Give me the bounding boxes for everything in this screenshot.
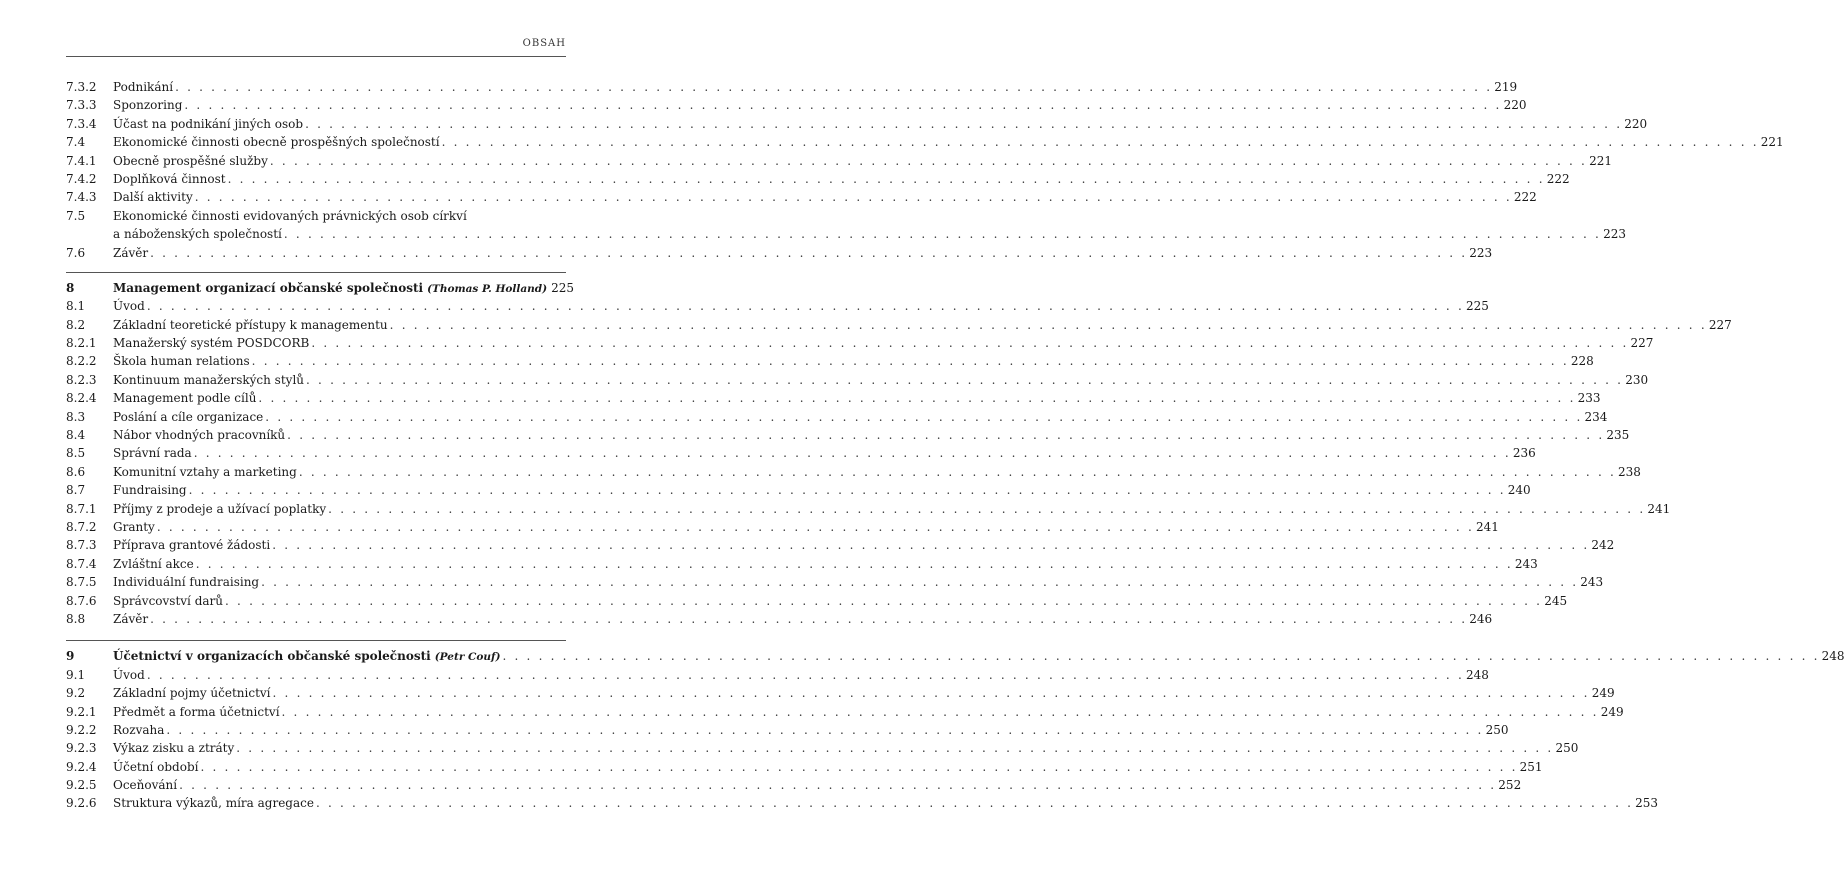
leader-dots	[270, 152, 1587, 170]
toc-entry-number: 7.6	[66, 245, 86, 260]
toc-entry-page: 246	[1469, 611, 1493, 626]
toc-entry-page: 228	[1570, 354, 1594, 369]
toc-entry	[66, 170, 1570, 188]
leader-dots	[442, 133, 1759, 151]
leader-dots	[261, 573, 1578, 591]
toc-chapter-heading	[66, 279, 575, 297]
chapter-divider	[66, 272, 566, 273]
toc-entry-title: Zvláštní akce	[113, 556, 194, 571]
toc-entry	[66, 536, 1615, 554]
toc-entry-title: Obecně prospěšné služby	[113, 153, 268, 168]
toc-entry-title: Úvod	[113, 299, 145, 314]
toc-entry-number: 9.2.3	[66, 741, 97, 756]
leader-dots	[273, 684, 1590, 702]
leader-dots	[236, 739, 1553, 757]
toc-entry-number: 9.2.6	[66, 796, 97, 811]
leader-dots	[147, 666, 1464, 684]
leader-dots	[157, 518, 1474, 536]
toc-entry-title: Správní rada	[113, 446, 192, 461]
toc-entry-number: 8.2.1	[66, 336, 97, 351]
toc-entry-title: Ekonomické činnosti obecně prospěšných společností	[113, 135, 440, 150]
toc-entry-page: 249	[1600, 704, 1624, 719]
toc-entry-title-cont: a náboženských společností	[113, 227, 282, 242]
leader-dots	[502, 647, 1819, 665]
toc-entry	[66, 721, 1509, 739]
chapter-number: 8	[66, 280, 75, 295]
toc-entry-title: Účetní období	[113, 759, 199, 774]
toc-entry	[66, 739, 1579, 757]
toc-entry-number: 8.7.5	[66, 575, 97, 590]
leader-dots	[150, 610, 1467, 628]
toc-entry-page: 238	[1618, 464, 1641, 479]
leader-dots	[316, 794, 1633, 812]
toc-entry-number: 8.2.3	[66, 372, 97, 387]
toc-entry-page: 241	[1647, 501, 1671, 516]
toc-entry	[66, 555, 1538, 573]
toc-entry-title: Závěr	[113, 245, 149, 260]
toc-entry-title: Struktura výkazů, míra agregace	[113, 796, 314, 811]
toc-entry-number: 8.7.6	[66, 593, 97, 608]
chapter-author: (Petr Couf)	[434, 651, 501, 664]
leader-dots	[147, 297, 1464, 315]
toc-entry	[66, 776, 1522, 794]
toc-entry-page: 220	[1503, 98, 1527, 113]
toc-entry-title: Podnikání	[113, 80, 174, 94]
leader-dots	[282, 703, 1599, 721]
toc-entry-title: Správcovství darů	[113, 593, 224, 608]
toc-entry-title: Základní teoretické přístupy k managementu	[113, 317, 388, 332]
toc-entry-number: 8.3	[66, 409, 86, 424]
toc-entry	[66, 408, 1608, 426]
toc-entry-title: Sponzoring	[113, 98, 183, 113]
toc-entry-page: 240	[1507, 483, 1531, 498]
toc-entry	[66, 115, 1648, 133]
toc-entry-page: 230	[1625, 372, 1649, 387]
toc-entry-title: Účast na podnikání jiných osob	[113, 116, 304, 131]
toc-entry	[66, 389, 1601, 407]
chapter-author: (Thomas P. Holland)	[427, 282, 548, 295]
toc-entry-number: 9.2.4	[66, 759, 97, 774]
toc-entry-page: 223	[1603, 227, 1626, 242]
leader-dots	[195, 188, 1512, 206]
toc-entry	[66, 610, 1493, 628]
leader-dots	[287, 426, 1604, 444]
toc-entry	[66, 758, 1543, 776]
toc-entry-number: 8.7.3	[66, 538, 97, 553]
leader-dots	[284, 225, 1601, 243]
toc-entry-page: 234	[1584, 409, 1608, 424]
toc-entry-page: 221	[1760, 135, 1784, 150]
toc-entry-title: Závěr	[113, 611, 149, 626]
toc-entry-number: 9.2.5	[66, 778, 97, 793]
toc-entry	[66, 96, 1527, 114]
toc-entry-number: 7.3.2	[66, 80, 97, 94]
toc-entry-page: 236	[1512, 446, 1536, 461]
leader-dots	[328, 500, 1645, 518]
toc-entry-title: Příprava grantové žádosti	[113, 538, 271, 553]
toc-entry-number: 9.2.2	[66, 722, 97, 737]
toc-entry-page: 222	[1546, 171, 1570, 186]
toc-entry-page: 250	[1555, 741, 1579, 756]
toc-entry-number: 7.5	[66, 208, 86, 223]
chapter-page: 225	[551, 280, 575, 295]
toc-entry-number: 7.4.3	[66, 190, 97, 205]
toc-entry-number: 7.4.2	[66, 171, 97, 186]
toc-entry	[66, 133, 1784, 151]
leader-dots	[305, 115, 1622, 133]
toc-entry-page: 242	[1591, 538, 1615, 553]
chapter-title: Účetnictví v organizacích občanské společnosti	[113, 649, 431, 664]
toc-entry-page: 252	[1498, 778, 1522, 793]
leader-dots	[306, 371, 1623, 389]
toc-entry	[66, 481, 1531, 499]
toc-chapter-heading	[66, 647, 1845, 665]
toc-entry-number: 8.8	[66, 611, 86, 626]
chapter-number: 9	[66, 649, 75, 664]
toc-entry-page: 241	[1475, 520, 1499, 534]
toc-entry-page: 219	[1494, 80, 1518, 94]
toc-block-chapter7	[66, 78, 1784, 207]
toc-entry-title: Základní pojmy účetnictví	[113, 686, 271, 701]
toc-entry	[66, 244, 1493, 262]
toc-entry-number: 8.6	[66, 464, 86, 479]
toc-entry-number: 8.7.1	[66, 501, 97, 516]
leader-dots	[175, 78, 1492, 96]
chapter-title: Management organizací občanské společnosti	[113, 280, 424, 295]
toc-entry-title: Komunitní vztahy a marketing	[113, 464, 297, 479]
toc-entry-number: 9.2.1	[66, 704, 97, 719]
toc-entry-page: 249	[1591, 686, 1615, 701]
toc-entry	[66, 334, 1654, 352]
toc-entry-number: 8.2.4	[66, 391, 97, 406]
toc-entry-page: 225	[1465, 299, 1489, 314]
toc-entry-title: Příjmy z prodeje a užívací poplatky	[113, 501, 327, 516]
toc-entry-number: 8.4	[66, 428, 86, 443]
toc-entry	[66, 666, 1489, 684]
toc-entry-title: Úvod	[113, 667, 145, 682]
leader-dots	[299, 463, 1616, 481]
toc-entry-title: Rozvaha	[113, 722, 165, 737]
toc-entry-number: 7.3.4	[66, 116, 97, 131]
toc-entry-title: Výkaz zisku a ztráty	[113, 741, 235, 756]
toc-entry	[66, 152, 1612, 170]
leader-dots	[196, 555, 1513, 573]
toc-entry-page: 233	[1577, 391, 1601, 406]
toc-entry-title: Fundraising	[113, 483, 187, 498]
leader-dots	[189, 481, 1506, 499]
leader-dots	[200, 758, 1517, 776]
leader-dots	[228, 170, 1545, 188]
toc-entry	[66, 352, 1594, 370]
toc-entry	[66, 703, 1624, 721]
toc-entry-page: 245	[1544, 593, 1568, 608]
toc-entry	[66, 500, 1671, 518]
toc-entry-number: 8.5	[66, 446, 86, 461]
leader-dots	[390, 316, 1707, 334]
toc-entry	[66, 78, 1518, 96]
toc-entry-page: 253	[1635, 796, 1659, 811]
toc-block-chapter9	[66, 666, 1659, 813]
toc-entry-title: Management podle cílů	[113, 391, 257, 406]
page-header	[66, 36, 566, 57]
leader-dots	[179, 776, 1496, 794]
leader-dots	[272, 536, 1589, 554]
toc-entry-page: 221	[1589, 153, 1612, 168]
toc-entry-page: 243	[1580, 575, 1604, 590]
chapter-divider	[66, 640, 566, 641]
running-head: OBSAH	[522, 38, 566, 49]
toc-entry-title: Škola human relations	[113, 354, 250, 369]
toc-entry-number: 9.1	[66, 667, 86, 682]
toc-block-chapter8	[66, 297, 1732, 628]
leader-dots	[150, 244, 1467, 262]
toc-entry-number: 8.1	[66, 299, 86, 314]
leader-dots	[184, 96, 1501, 114]
leader-dots	[225, 592, 1542, 610]
leader-dots	[258, 389, 1575, 407]
toc-entry-page: 222	[1513, 190, 1537, 205]
toc-entry-title: Individuální fundraising	[113, 575, 260, 590]
toc-entry-title: Další aktivity	[113, 190, 193, 205]
toc-entry-page: 220	[1624, 116, 1648, 131]
toc-entry-page: 248	[1465, 667, 1489, 682]
toc-entry-number: 8.2	[66, 317, 86, 332]
toc-entry-page: 235	[1606, 428, 1630, 443]
toc-entry-number: 7.4.1	[66, 153, 97, 168]
toc-entry-number: 8.7	[66, 483, 86, 498]
toc-entry-page: 227	[1630, 336, 1654, 351]
toc-entry-title: Granty	[113, 520, 155, 534]
toc-entry	[66, 297, 1489, 315]
toc-entry-page: 223	[1469, 245, 1493, 260]
toc-entry-number: 8.2.2	[66, 354, 97, 369]
toc-entry-title: Doplňková činnost	[113, 171, 226, 186]
leader-dots	[166, 721, 1483, 739]
toc-entry-title: Poslání a cíle organizace	[113, 409, 264, 424]
toc-entry-title: Nábor vhodných pracovníků	[113, 428, 286, 443]
toc-entry	[66, 518, 1499, 536]
toc-entry-page: 250	[1485, 722, 1509, 737]
toc-entry-number: 7.3.3	[66, 98, 97, 113]
toc-entry-number: 8.7.2	[66, 520, 97, 534]
toc-entry	[66, 573, 1604, 591]
toc-entry	[66, 207, 1626, 244]
toc-entry	[66, 684, 1615, 702]
toc-entry	[66, 794, 1659, 812]
leader-dots	[311, 334, 1628, 352]
table-of-contents	[66, 78, 1845, 813]
toc-entry-page: 227	[1708, 317, 1732, 332]
toc-entry	[66, 188, 1537, 206]
toc-entry-title: Předmět a forma účetnictví	[113, 704, 280, 719]
toc-entry-page: 243	[1514, 556, 1538, 571]
leader-dots	[265, 408, 1582, 426]
toc-entry	[66, 592, 1568, 610]
leader-dots	[194, 444, 1511, 462]
toc-entry	[66, 444, 1536, 462]
toc-entry-title: Oceňování	[113, 778, 178, 793]
toc-entry-title: Manažerský systém POSDCORB	[113, 336, 310, 351]
toc-entry	[66, 316, 1732, 334]
toc-entry-number: 8.7.4	[66, 556, 97, 571]
toc-entry-number: 7.4	[66, 135, 86, 150]
toc-entry-number: 9.2	[66, 686, 86, 701]
toc-entry-title: Kontinuum manažerských stylů	[113, 372, 305, 387]
toc-entry-title: Ekonomické činnosti evidovaných právnických osob církví	[113, 208, 467, 223]
toc-entry	[66, 371, 1649, 389]
toc-entry	[66, 426, 1630, 444]
chapter-page: 248	[1821, 649, 1845, 664]
toc-entry	[66, 463, 1641, 481]
leader-dots	[252, 352, 1569, 370]
toc-entry-page: 251	[1519, 759, 1543, 774]
